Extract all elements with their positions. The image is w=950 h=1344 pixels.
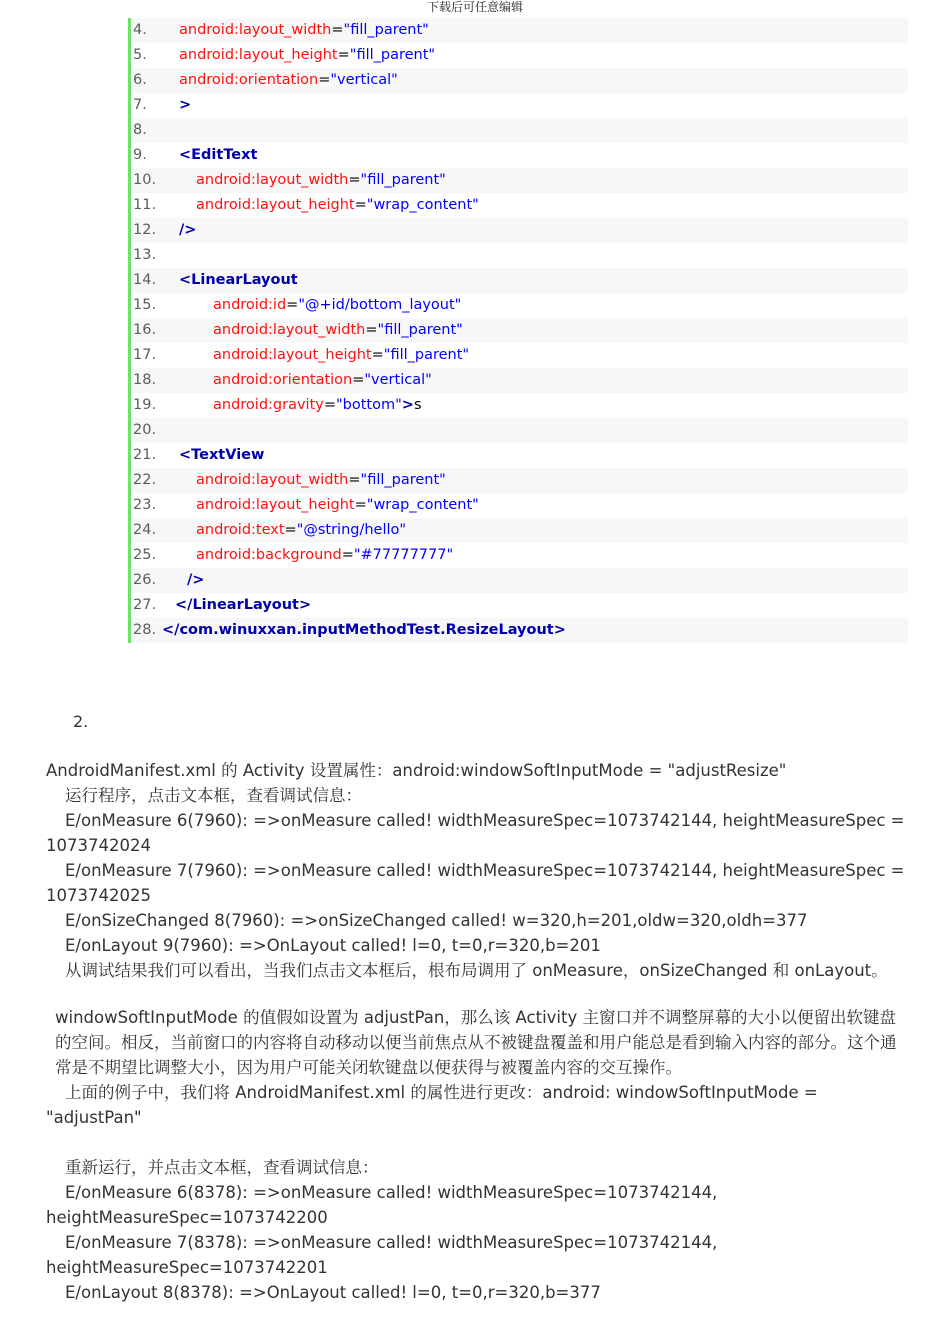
log-line-onlayout: E/onLayout 9(7960): =>OnLayout called! l=0, t=0,r=320,b=201	[65, 936, 601, 955]
code-line	[131, 293, 908, 318]
code-token: </LinearLayout>	[175, 597, 312, 613]
line-number: 14.	[133, 272, 157, 288]
code-line	[131, 268, 908, 293]
code-token: =	[286, 297, 299, 313]
paragraph-manifest-setting: AndroidManifest.xml 的 Activity 设置属性：android:windowSoftInputMode = "adjustResize"	[46, 761, 787, 780]
code-line	[131, 68, 908, 93]
code-token: =	[348, 472, 361, 488]
code-text	[213, 368, 432, 393]
code-token: android:text	[196, 522, 285, 538]
code-line	[131, 493, 908, 518]
code-token: android:layout_height	[196, 497, 355, 513]
log-line-onmeasure-7-pan-cont: heightMeasureSpec=1073742201	[46, 1258, 328, 1277]
code-token: android:layout_width	[179, 22, 332, 38]
code-token: <EditText	[179, 147, 258, 163]
code-token: >	[401, 397, 414, 413]
line-number: 24.	[133, 522, 157, 538]
code-token: android:layout_height	[196, 197, 355, 213]
code-line	[131, 343, 908, 368]
log-line-onmeasure-6-cont: 1073742024	[46, 836, 151, 855]
line-number: 26.	[133, 572, 157, 588]
code-token: =	[365, 322, 378, 338]
code-text	[213, 293, 461, 318]
code-token: android:background	[196, 547, 342, 563]
code-line	[131, 218, 908, 243]
code-text	[179, 143, 257, 168]
code-line	[131, 318, 908, 343]
log-line-onmeasure-7: E/onMeasure 7(7960): =>onMeasure called! widthMeasureSpec=1073742144, heightMeasureSpec =	[65, 861, 905, 880]
line-number: 13.	[133, 247, 157, 263]
code-token: android:layout_width	[196, 172, 349, 188]
code-token: "@+id/bottom_layout"	[298, 297, 462, 313]
code-token: "fill_parent"	[383, 347, 470, 363]
line-number: 6.	[133, 72, 147, 88]
code-line	[131, 393, 908, 418]
line-number: 9.	[133, 147, 147, 163]
code-token: =	[341, 547, 354, 563]
code-line	[131, 418, 908, 443]
line-number: 17.	[133, 347, 157, 363]
code-token: android:layout_width	[196, 472, 349, 488]
prose-section-1	[46, 758, 906, 1305]
line-number: 4.	[133, 22, 147, 38]
paragraph-change-attribute: 上面的例子中，我们将 AndroidManifest.xml 的属性进行更改：android: windowSoftInputMode =	[65, 1083, 818, 1102]
code-block	[128, 18, 908, 643]
code-token: =	[354, 497, 367, 513]
code-text	[196, 518, 406, 543]
code-token: "fill_parent"	[360, 472, 446, 488]
code-token: "fill_parent"	[360, 172, 446, 188]
log-line-onmeasure-6-pan: E/onMeasure 6(8378): =>onMeasure called! widthMeasureSpec=1073742144,	[65, 1183, 718, 1202]
code-token: "fill_parent"	[349, 47, 436, 63]
code-text	[196, 168, 446, 193]
line-number: 18.	[133, 372, 157, 388]
code-token: =	[354, 197, 367, 213]
code-text	[179, 443, 264, 468]
code-token: android:id	[213, 297, 287, 313]
code-line	[131, 93, 908, 118]
line-number: 16.	[133, 322, 157, 338]
log-line-onlayout-pan: E/onLayout 8(8378): =>OnLayout called! l=0, t=0,r=320,b=377	[65, 1283, 601, 1302]
line-number: 21.	[133, 447, 157, 463]
code-line	[131, 243, 908, 268]
line-number: 11.	[133, 197, 157, 213]
code-text	[187, 568, 204, 593]
log-line-onmeasure-7-pan: E/onMeasure 7(8378): =>onMeasure called! widthMeasureSpec=1073742144,	[65, 1233, 718, 1252]
line-number: 12.	[133, 222, 157, 238]
code-token: "fill_parent"	[377, 322, 463, 338]
log-line-onmeasure-6: E/onMeasure 6(7960): =>onMeasure called! widthMeasureSpec=1073742144, heightMeasureSpec =	[65, 811, 905, 830]
code-line	[131, 518, 908, 543]
code-token: </com.winuxxan.inputMethodTest.ResizeLayout>	[162, 622, 566, 638]
code-token: <TextView	[179, 447, 265, 463]
code-token: >	[179, 97, 192, 113]
paragraph-rerun: 重新运行，并点击文本框，查看调试信息：	[65, 1158, 379, 1177]
code-token: android:orientation	[179, 72, 319, 88]
code-text	[179, 268, 298, 293]
code-text	[213, 343, 469, 368]
code-text	[179, 18, 429, 43]
log-line-onsizechanged: E/onSizeChanged 8(7960): =>onSizeChanged called! w=320,h=201,oldw=320,oldh=377	[65, 911, 808, 930]
code-text	[196, 493, 479, 518]
line-number: 28.	[133, 622, 157, 638]
code-token: android:layout_height	[179, 47, 338, 63]
code-token: android:layout_width	[213, 322, 366, 338]
line-number: 19.	[133, 397, 157, 413]
code-line	[131, 193, 908, 218]
line-number: 10.	[133, 172, 157, 188]
code-token: "#77777777"	[353, 547, 454, 563]
code-token: android:layout_height	[213, 347, 372, 363]
line-number: 15.	[133, 297, 157, 313]
code-line	[131, 143, 908, 168]
code-line	[131, 568, 908, 593]
line-number: 20.	[133, 422, 157, 438]
line-number: 25.	[133, 547, 157, 563]
code-token: =	[331, 22, 344, 38]
paragraph-adjustpan-explanation: windowSoftInputMode 的值假如设置为 adjustPan，那么该 Activity 主窗口并不调整屏幕的大小以便留出软键盘的空间。相反，当前窗口的内容将自动移动以便当前焦点从不被键盘覆盖和用户能总是看到输入内容的部分。这个通常是不期望比调整大小，因为用户可能关闭软键盘以便获得与被覆盖内容的交互操作。	[55, 1008, 897, 1077]
code-token: "fill_parent"	[343, 22, 429, 38]
code-token: =	[284, 522, 297, 538]
code-line	[131, 118, 908, 143]
line-number: 23.	[133, 497, 157, 513]
line-number: 22.	[133, 472, 157, 488]
code-token: =	[318, 72, 331, 88]
line-number: 8.	[133, 122, 147, 138]
code-token: android:orientation	[213, 372, 353, 388]
code-token: android:gravity	[213, 397, 324, 413]
code-token: =	[352, 372, 365, 388]
code-line	[131, 168, 908, 193]
code-text	[213, 318, 463, 343]
line-number: 7.	[133, 97, 147, 113]
code-token: =	[348, 172, 361, 188]
code-token: />	[187, 572, 205, 588]
code-text	[213, 393, 422, 418]
code-token: =	[323, 397, 336, 413]
code-text	[179, 93, 191, 118]
code-token: "vertical"	[364, 372, 432, 388]
list-number: 2.	[73, 712, 89, 731]
code-text	[179, 43, 435, 68]
code-token: />	[179, 222, 197, 238]
code-token: "vertical"	[330, 72, 398, 88]
code-token: <LinearLayout	[179, 272, 298, 288]
paragraph-change-attribute-cont: "adjustPan"	[46, 1108, 142, 1127]
code-line	[131, 468, 908, 493]
line-number: 5.	[133, 47, 147, 63]
code-token: "@string/hello"	[296, 522, 407, 538]
code-line	[131, 618, 908, 643]
code-token: =	[337, 47, 350, 63]
code-text	[175, 593, 311, 618]
code-text	[196, 193, 479, 218]
code-line	[131, 443, 908, 468]
log-line-onmeasure-7-cont: 1073742025	[46, 886, 151, 905]
paragraph-run-program: 运行程序，点击文本框，查看调试信息：	[65, 786, 362, 805]
code-text	[162, 618, 566, 643]
code-line	[131, 43, 908, 68]
code-token: =	[371, 347, 384, 363]
code-text	[196, 468, 446, 493]
header-note: 下载后可任意编辑	[426, 0, 523, 14]
code-line	[131, 593, 908, 618]
code-token: s	[413, 397, 422, 413]
code-line	[131, 543, 908, 568]
code-line	[131, 368, 908, 393]
code-text	[179, 218, 196, 243]
line-number: 27.	[133, 597, 157, 613]
code-text	[179, 68, 398, 93]
paragraph-conclusion: 从调试结果我们可以看出，当我们点击文本框后，根布局调用了 onMeasure，onSizeChanged 和 onLayout。	[65, 961, 888, 980]
code-text	[196, 543, 453, 568]
code-token: "bottom"	[336, 397, 402, 413]
log-line-onmeasure-6-pan-cont: heightMeasureSpec=1073742200	[46, 1208, 328, 1227]
code-token: "wrap_content"	[366, 497, 479, 513]
code-line	[131, 18, 908, 43]
code-token: "wrap_content"	[366, 197, 479, 213]
